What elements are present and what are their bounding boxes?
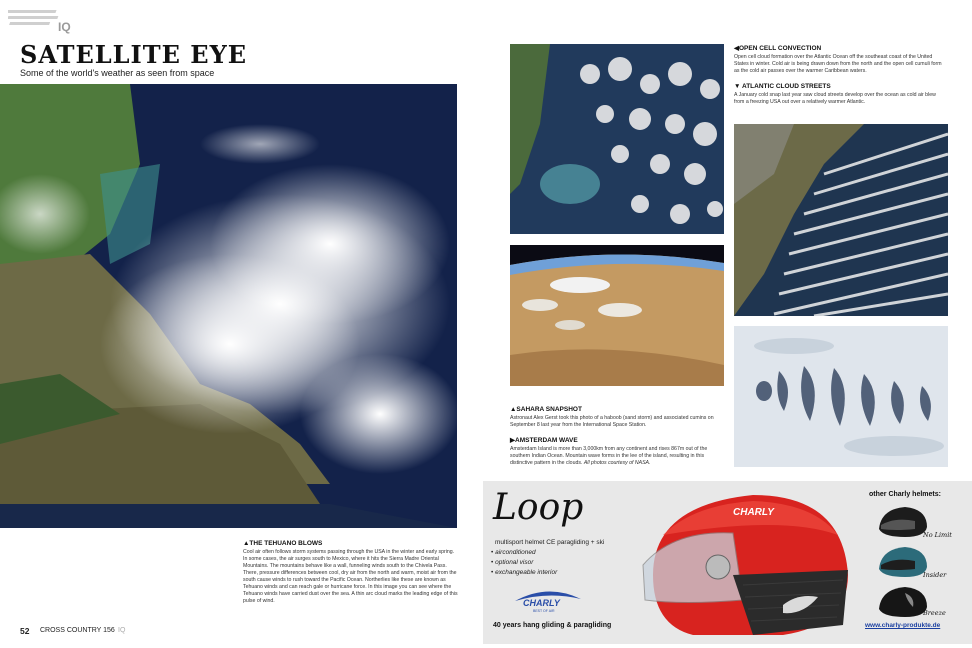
caption-tehuano [243, 540, 458, 605]
caption-body: A January cold snap last year saw cloud streets develop over the ocean as cold air blew from a freezing USA out over a relatively warmer Atlantic. [734, 92, 936, 105]
atlantic-cloud-streets-photo [734, 124, 948, 316]
ad-product-spec: multisport helmet CE paragliding + ski [495, 539, 605, 546]
section-tag: IQ [58, 20, 71, 34]
ad-slogan: 40 years hang gliding & paragliding [493, 622, 612, 629]
caption-open-cell [734, 44, 944, 75]
magazine-name: CROSS COUNTRY 156 [40, 627, 115, 634]
other-helmets-heading: other Charly helmets: [869, 491, 941, 498]
caption-amsterdam [510, 436, 726, 467]
ad-feature-item: • airconditioned [491, 549, 557, 556]
caption-body: Open cell cloud formation over the Atlantic Ocean off the southeast coast of the United States in winter. Cold air is being drawn down from the north and the open cell cumuli form as the cold air passes over the warmer Caribbean waters. [734, 54, 942, 74]
helmet-brand-mark: CHARLY [733, 507, 774, 518]
footer-section-tag: IQ [118, 627, 126, 634]
charly-loop-advert[interactable] [483, 481, 972, 644]
caption-cloud-streets [734, 83, 944, 106]
ad-feature-list [491, 549, 557, 579]
caption-sahara [510, 406, 726, 429]
caption-heading: ▲SAHARA SNAPSHOT [510, 406, 582, 413]
photo-credit: All photos courtesy of NASA. [583, 460, 651, 466]
caption-heading: ▲THE TEHUANO BLOWS [243, 540, 323, 547]
caption-body: Astronaut Alex Gerst took this photo of a haboob (sand storm) and associated cumins on September 8 last year from the International Space Station. [510, 415, 714, 428]
loop-helmet-image [633, 485, 863, 643]
page-number: 52 [20, 626, 30, 636]
caption-body [510, 446, 726, 467]
charly-brand-logo [513, 587, 583, 615]
amsterdam-wave-photo [734, 326, 948, 467]
caption-body-text: Amsterdam Island is more than 3,000km from any continent and rises 867m out of the southern Indian Ocean. Mountain wave forms in the lee of the island, resulting in this distinctive pattern in the clouds. [510, 446, 708, 466]
sahara-haboob-photo [510, 245, 724, 386]
brand-tagline: BEST OF AIR [533, 609, 555, 613]
ad-website-link[interactable]: www.charly-produkte.de [865, 622, 941, 629]
helmet-model-no-limit: No Limit [923, 531, 952, 539]
caption-heading: ▶AMSTERDAM WAVE [510, 437, 578, 444]
ad-feature-item: • exchangeable interior [491, 569, 557, 576]
ad-product-name: Loop [493, 487, 584, 528]
tehuano-satellite-photo [0, 84, 457, 528]
open-cell-convection-photo [510, 44, 724, 234]
caption-heading: ▼ ATLANTIC CLOUD STREETS [734, 83, 831, 90]
page-subtitle: Some of the world's weather as seen from space [20, 68, 215, 78]
brand-name: CHARLY [523, 598, 560, 608]
helmet-model-insider: Insider [923, 571, 947, 579]
page-title: SATELLITE EYE [20, 40, 247, 69]
helmet-model-breeze: Breeze [923, 609, 946, 617]
caption-heading: ◀OPEN CELL CONVECTION [734, 45, 822, 52]
caption-body: Cool air often follows storm systems passing through the USA in the winter and early spring. In some cases, the air surges south to Mexico, where it hits the Sierra Madre Oriental Mountains. The mountains behave like a wall, funneling winds south to the Chivela Pass. There, pressure differences between cool, dry air from the north and warm, moist air from the south cause winds to rush toward the Pacific Ocean. Northerlies like these are known as Tehuano winds and can reach gale or hurricane force. In this image you can see where the Tehuano winds have carried dust over the sea. A thin arc cloud marks the leading edge of this pulse of wind. [243, 549, 458, 604]
ad-feature-item: • optional visor [491, 559, 557, 566]
